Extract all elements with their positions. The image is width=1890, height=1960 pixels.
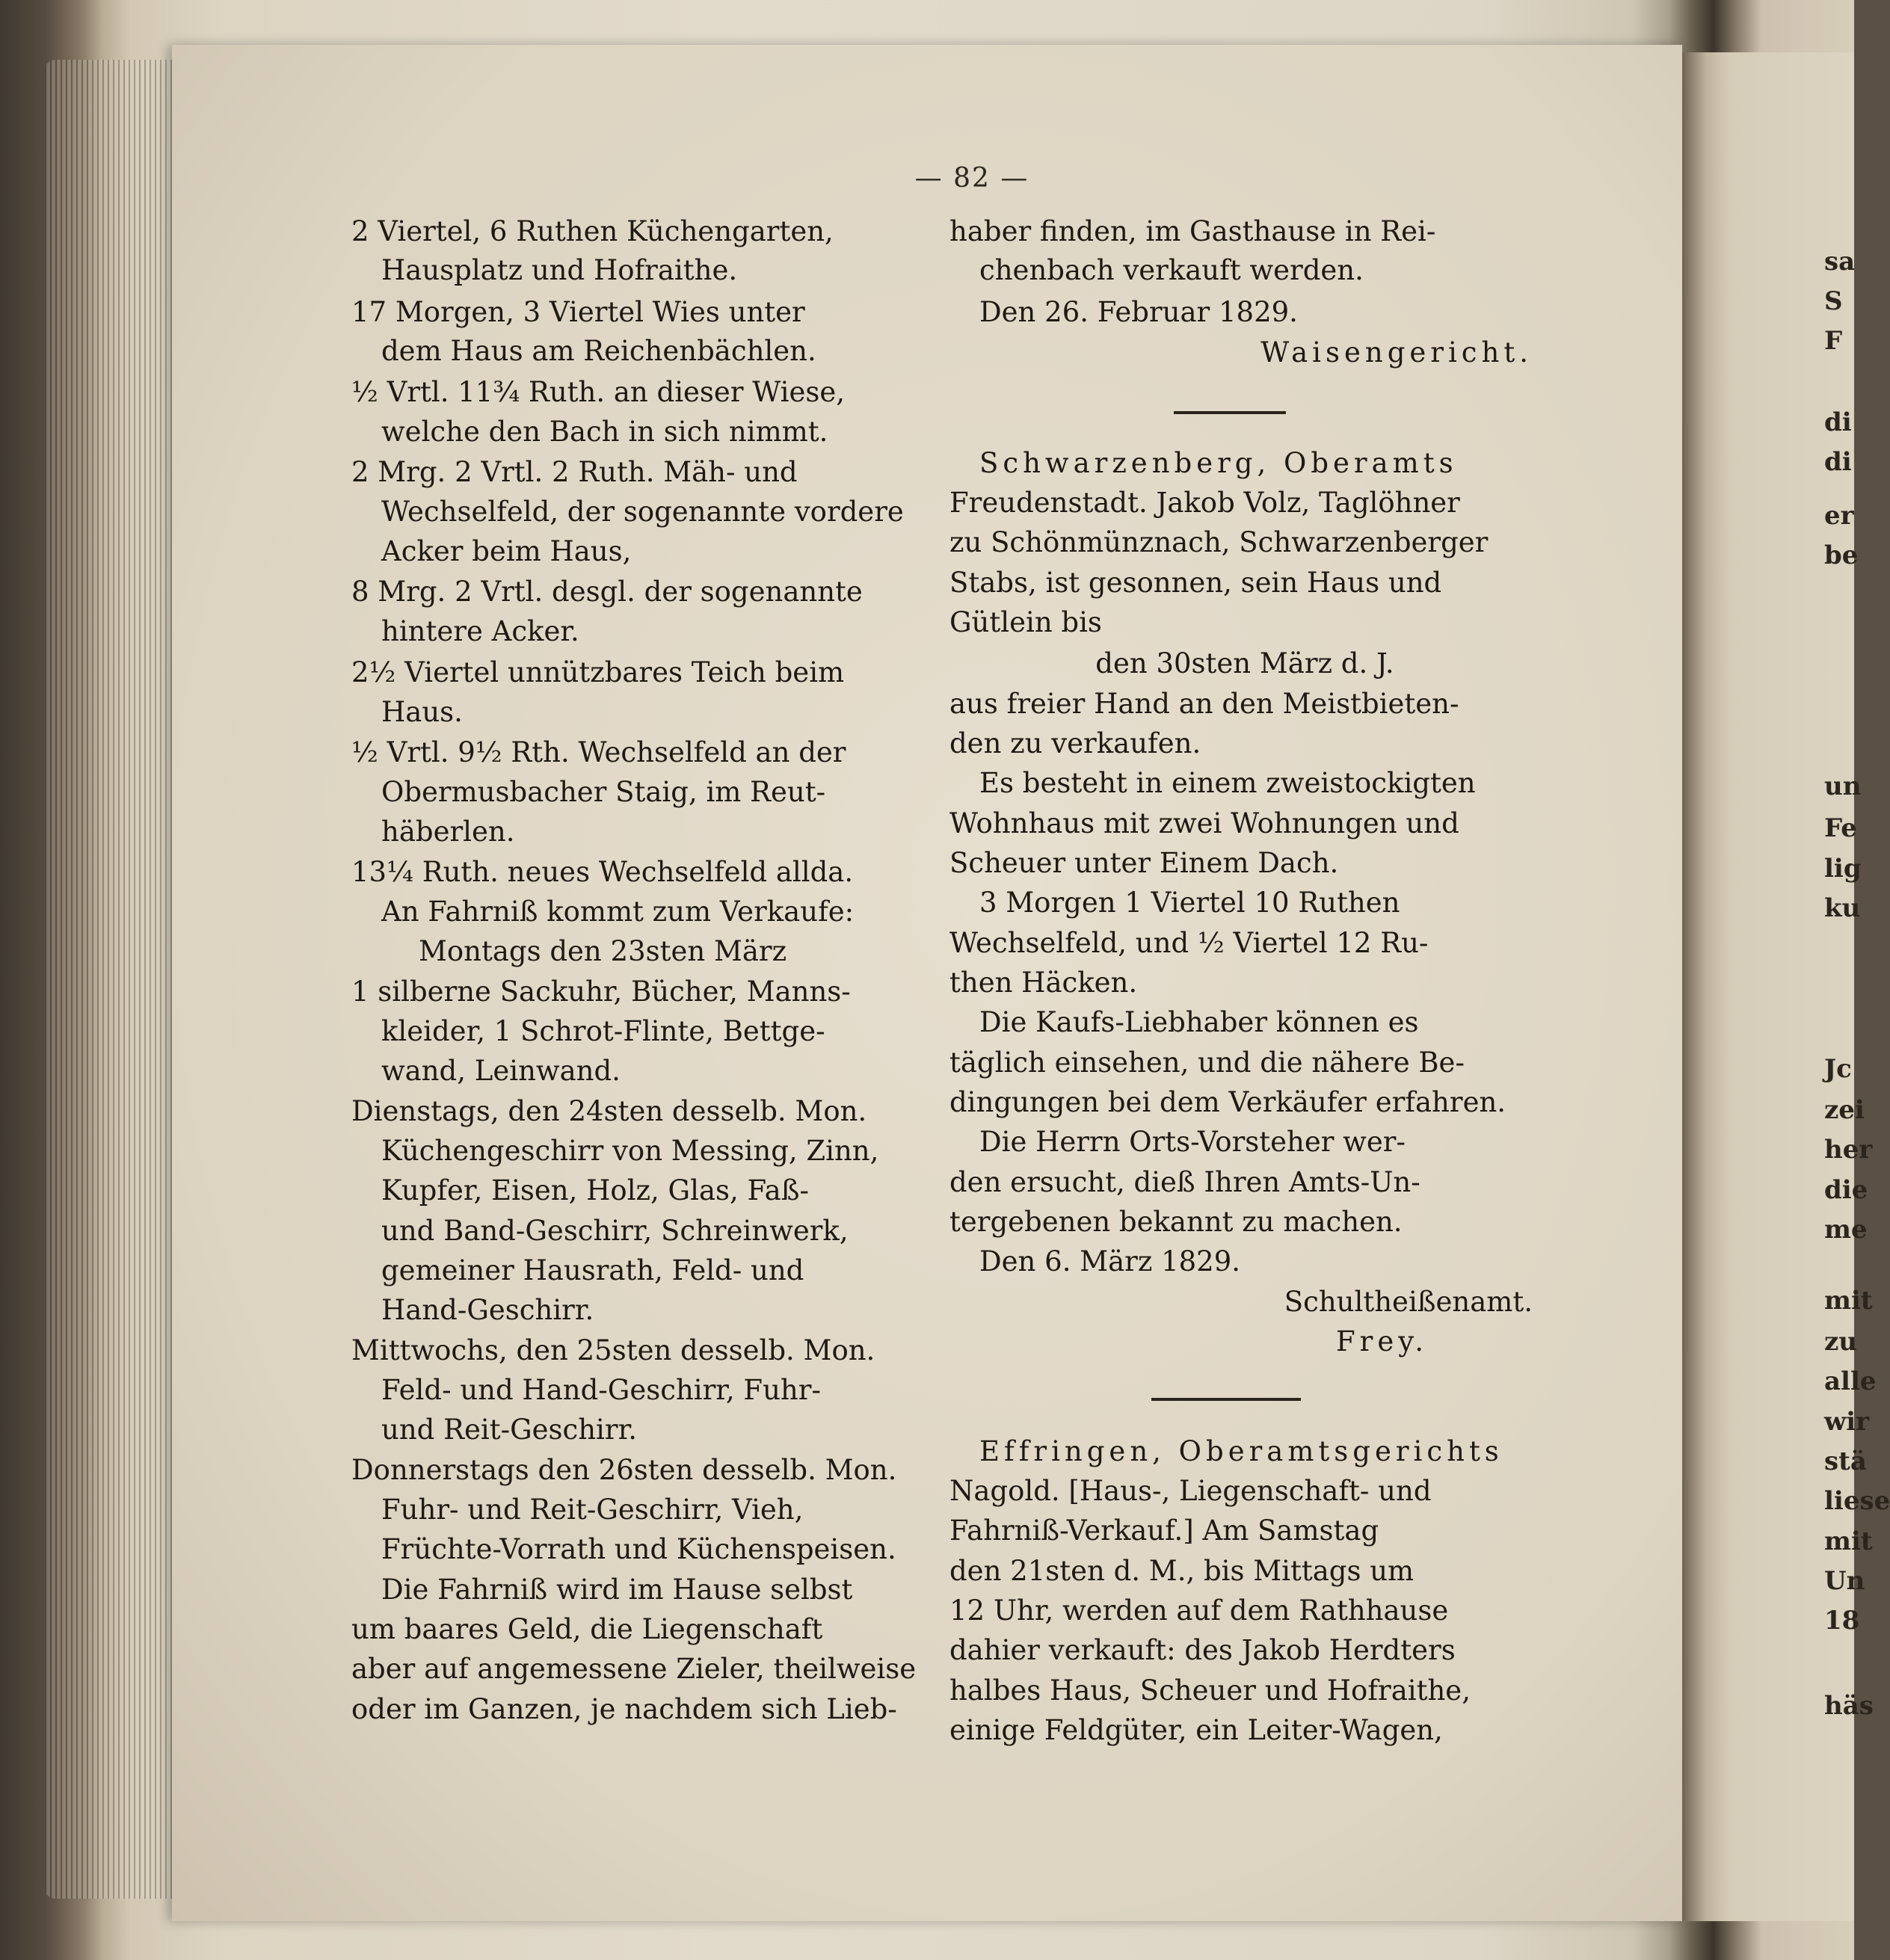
text-line: Feld- und Hand-Geschirr, Fuhr-: [381, 1374, 821, 1406]
text-line: Wechselfeld, der sogenannte vordere: [381, 496, 904, 528]
text-line: Freudenstadt. Jakob Volz, Taglöhner: [949, 487, 1460, 519]
text-line: Nagold. [Haus-, Liegenschaft- und: [949, 1475, 1432, 1507]
margin-fragment: di: [1824, 447, 1852, 477]
text-line: Küchengeschirr von Messing, Zinn,: [381, 1135, 879, 1167]
text-line: gemeiner Hausrath, Feld- und: [381, 1254, 804, 1286]
text-line: chenbach verkauft werden.: [979, 254, 1364, 286]
text-line: haber finden, im Gasthause in Rei-: [949, 215, 1436, 247]
margin-fragment: F: [1824, 326, 1843, 356]
margin-fragment: Un: [1824, 1566, 1865, 1596]
text-line: aus freier Hand an den Meistbieten-: [949, 688, 1459, 720]
margin-fragment: mit: [1824, 1286, 1873, 1316]
margin-fragment: er: [1824, 501, 1854, 531]
margin-fragment: her: [1824, 1135, 1873, 1165]
section-rule: [1151, 1398, 1301, 1401]
signature-office: Schultheißenamt.: [1284, 1286, 1533, 1318]
text-line: wand, Leinwand.: [381, 1055, 621, 1087]
text-line: 2½ Viertel unnützbares Teich beim: [351, 656, 845, 688]
dateline: Den 26. Februar 1829.: [979, 296, 1298, 328]
text-line: 1 silberne Sackuhr, Bücher, Manns-: [351, 976, 851, 1008]
text-line: Die Kaufs-Liebhaber können es: [979, 1006, 1419, 1038]
margin-fragment: di: [1824, 407, 1852, 437]
margin-fragment: liese: [1824, 1486, 1890, 1516]
text-line: then Häcken.: [949, 967, 1138, 999]
margin-fragment: wir: [1824, 1407, 1870, 1437]
text-line: Hand-Geschirr.: [381, 1294, 594, 1326]
text-line: den zu verkaufen.: [949, 727, 1201, 759]
text-line: 13¼ Ruth. neues Wechselfeld allda.: [351, 856, 854, 888]
text-line: einige Feldgüter, ein Leiter-Wagen,: [949, 1714, 1443, 1746]
text-line: aber auf angemessene Zieler, theilweise: [351, 1653, 917, 1685]
text-line: Donnerstags den 26sten desselb. Mon.: [351, 1454, 897, 1486]
text-line: oder im Ganzen, je nachdem sich Lieb-: [351, 1693, 897, 1725]
text-line: Früchte-Vorrath und Küchenspeisen.: [381, 1533, 896, 1565]
text-line: An Fahrniß kommt zum Verkaufe:: [381, 896, 855, 928]
text-line: Wechselfeld, und ½ Viertel 12 Ru-: [949, 927, 1429, 959]
margin-fragment: sa: [1824, 247, 1856, 277]
text-line: kleider, 1 Schrot-Flinte, Bettge-: [381, 1015, 825, 1047]
text-line: Wohnhaus mit zwei Wohnungen und: [949, 807, 1459, 839]
text-line: 2 Mrg. 2 Vrtl. 2 Ruth. Mäh- und: [351, 456, 798, 488]
text-line: den 30sten März d. J.: [1095, 647, 1394, 679]
text-line: Gütlein bis: [949, 606, 1102, 638]
text-line: und Band-Geschirr, Schreinwerk,: [381, 1215, 849, 1247]
dateline: Den 6. März 1829.: [979, 1245, 1241, 1278]
text-line: Dienstags, den 24sten desselb. Mon.: [351, 1095, 867, 1127]
text-line: Acker beim Haus,: [381, 535, 632, 567]
margin-fragment: stä: [1824, 1446, 1867, 1476]
text-line: häberlen.: [381, 816, 515, 848]
text-line: zu Schönmünznach, Schwarzenberger: [949, 526, 1489, 558]
text-line: 3 Morgen 1 Viertel 10 Ruthen: [979, 887, 1400, 919]
text-line: dem Haus am Reichenbächlen.: [381, 335, 816, 367]
margin-fragment: zei: [1824, 1095, 1865, 1125]
margin-fragment: Jc: [1824, 1054, 1852, 1084]
margin-fragment: die: [1824, 1175, 1868, 1205]
text-line: den ersucht, dieß Ihren Amts-Un-: [949, 1166, 1420, 1198]
margin-fragment: häs: [1824, 1691, 1874, 1721]
margin-fragment: alle: [1824, 1366, 1877, 1396]
text-line: ½ Vrtl. 9½ Rth. Wechselfeld an der: [351, 736, 846, 768]
text-line: dingungen bei dem Verkäufer erfahren.: [949, 1086, 1506, 1118]
text-line: Haus.: [381, 696, 463, 728]
margin-fragment: Fe: [1824, 813, 1857, 843]
text-line: dahier verkauft: des Jakob Herdters: [949, 1634, 1456, 1666]
text-line: Hausplatz und Hofraithe.: [381, 254, 738, 286]
text-line: um baares Geld, die Liegenschaft: [351, 1613, 823, 1645]
margin-fragment: un: [1824, 771, 1862, 801]
notice-heading: Schwarzenberg, Oberamts: [979, 447, 1458, 479]
margin-fragment: 18: [1824, 1606, 1860, 1636]
text-line: Mittwochs, den 25sten desselb. Mon.: [351, 1334, 875, 1366]
text-line: hintere Acker.: [381, 615, 579, 647]
margin-fragment: lig: [1824, 854, 1862, 884]
page-edge-stack: [45, 60, 179, 1899]
notice-heading: Effringen, Oberamtsgerichts: [979, 1435, 1503, 1467]
text-line: Montags den 23sten März: [419, 935, 787, 967]
text-line: tergebenen bekannt zu machen.: [949, 1206, 1403, 1238]
text-line: welche den Bach in sich nimmt.: [381, 416, 828, 448]
text-line: Kupfer, Eisen, Holz, Glas, Faß-: [381, 1174, 809, 1206]
margin-fragment: S: [1824, 286, 1843, 316]
text-line: 12 Uhr, werden auf dem Rathhause: [949, 1594, 1449, 1627]
margin-fragment: zu: [1824, 1327, 1858, 1357]
text-line: ½ Vrtl. 11¾ Ruth. an dieser Wiese,: [351, 376, 846, 408]
text-line: Scheuer unter Einem Dach.: [949, 847, 1339, 879]
margin-fragment: ku: [1824, 893, 1861, 923]
text-line: Stabs, ist gesonnen, sein Haus und: [949, 567, 1442, 599]
text-line: 17 Morgen, 3 Viertel Wies unter: [351, 296, 805, 328]
margin-fragment: be: [1824, 540, 1859, 570]
signature-office: Waisengericht.: [1260, 336, 1533, 369]
text-line: und Reit-Geschirr.: [381, 1414, 637, 1446]
text-line: Fuhr- und Reit-Geschirr, Vieh,: [381, 1494, 804, 1526]
text-line: Obermusbacher Staig, im Reut-: [381, 776, 826, 808]
text-line: 2 Viertel, 6 Ruthen Küchengarten,: [351, 215, 834, 247]
text-line: den 21sten d. M., bis Mittags um: [949, 1555, 1415, 1587]
page-number: — 82 —: [914, 163, 1029, 194]
text-line: Die Fahrniß wird im Hause selbst: [381, 1574, 853, 1606]
section-rule: [1174, 411, 1286, 414]
text-line: Es besteht in einem zweistockigten: [979, 767, 1476, 799]
margin-fragment: mit: [1824, 1526, 1873, 1556]
text-line: Fahrniß-Verkauf.] Am Samstag: [949, 1514, 1379, 1547]
margin-fragment: me: [1824, 1215, 1868, 1245]
signature-name: Frey.: [1335, 1325, 1428, 1357]
text-line: täglich einsehen, und die nähere Be-: [949, 1047, 1465, 1079]
text-line: 8 Mrg. 2 Vrtl. desgl. der sogenannte: [351, 576, 863, 608]
text-line: halbes Haus, Scheuer und Hofraithe,: [949, 1674, 1471, 1707]
text-line: Die Herrn Orts-Vorsteher wer-: [979, 1126, 1406, 1158]
